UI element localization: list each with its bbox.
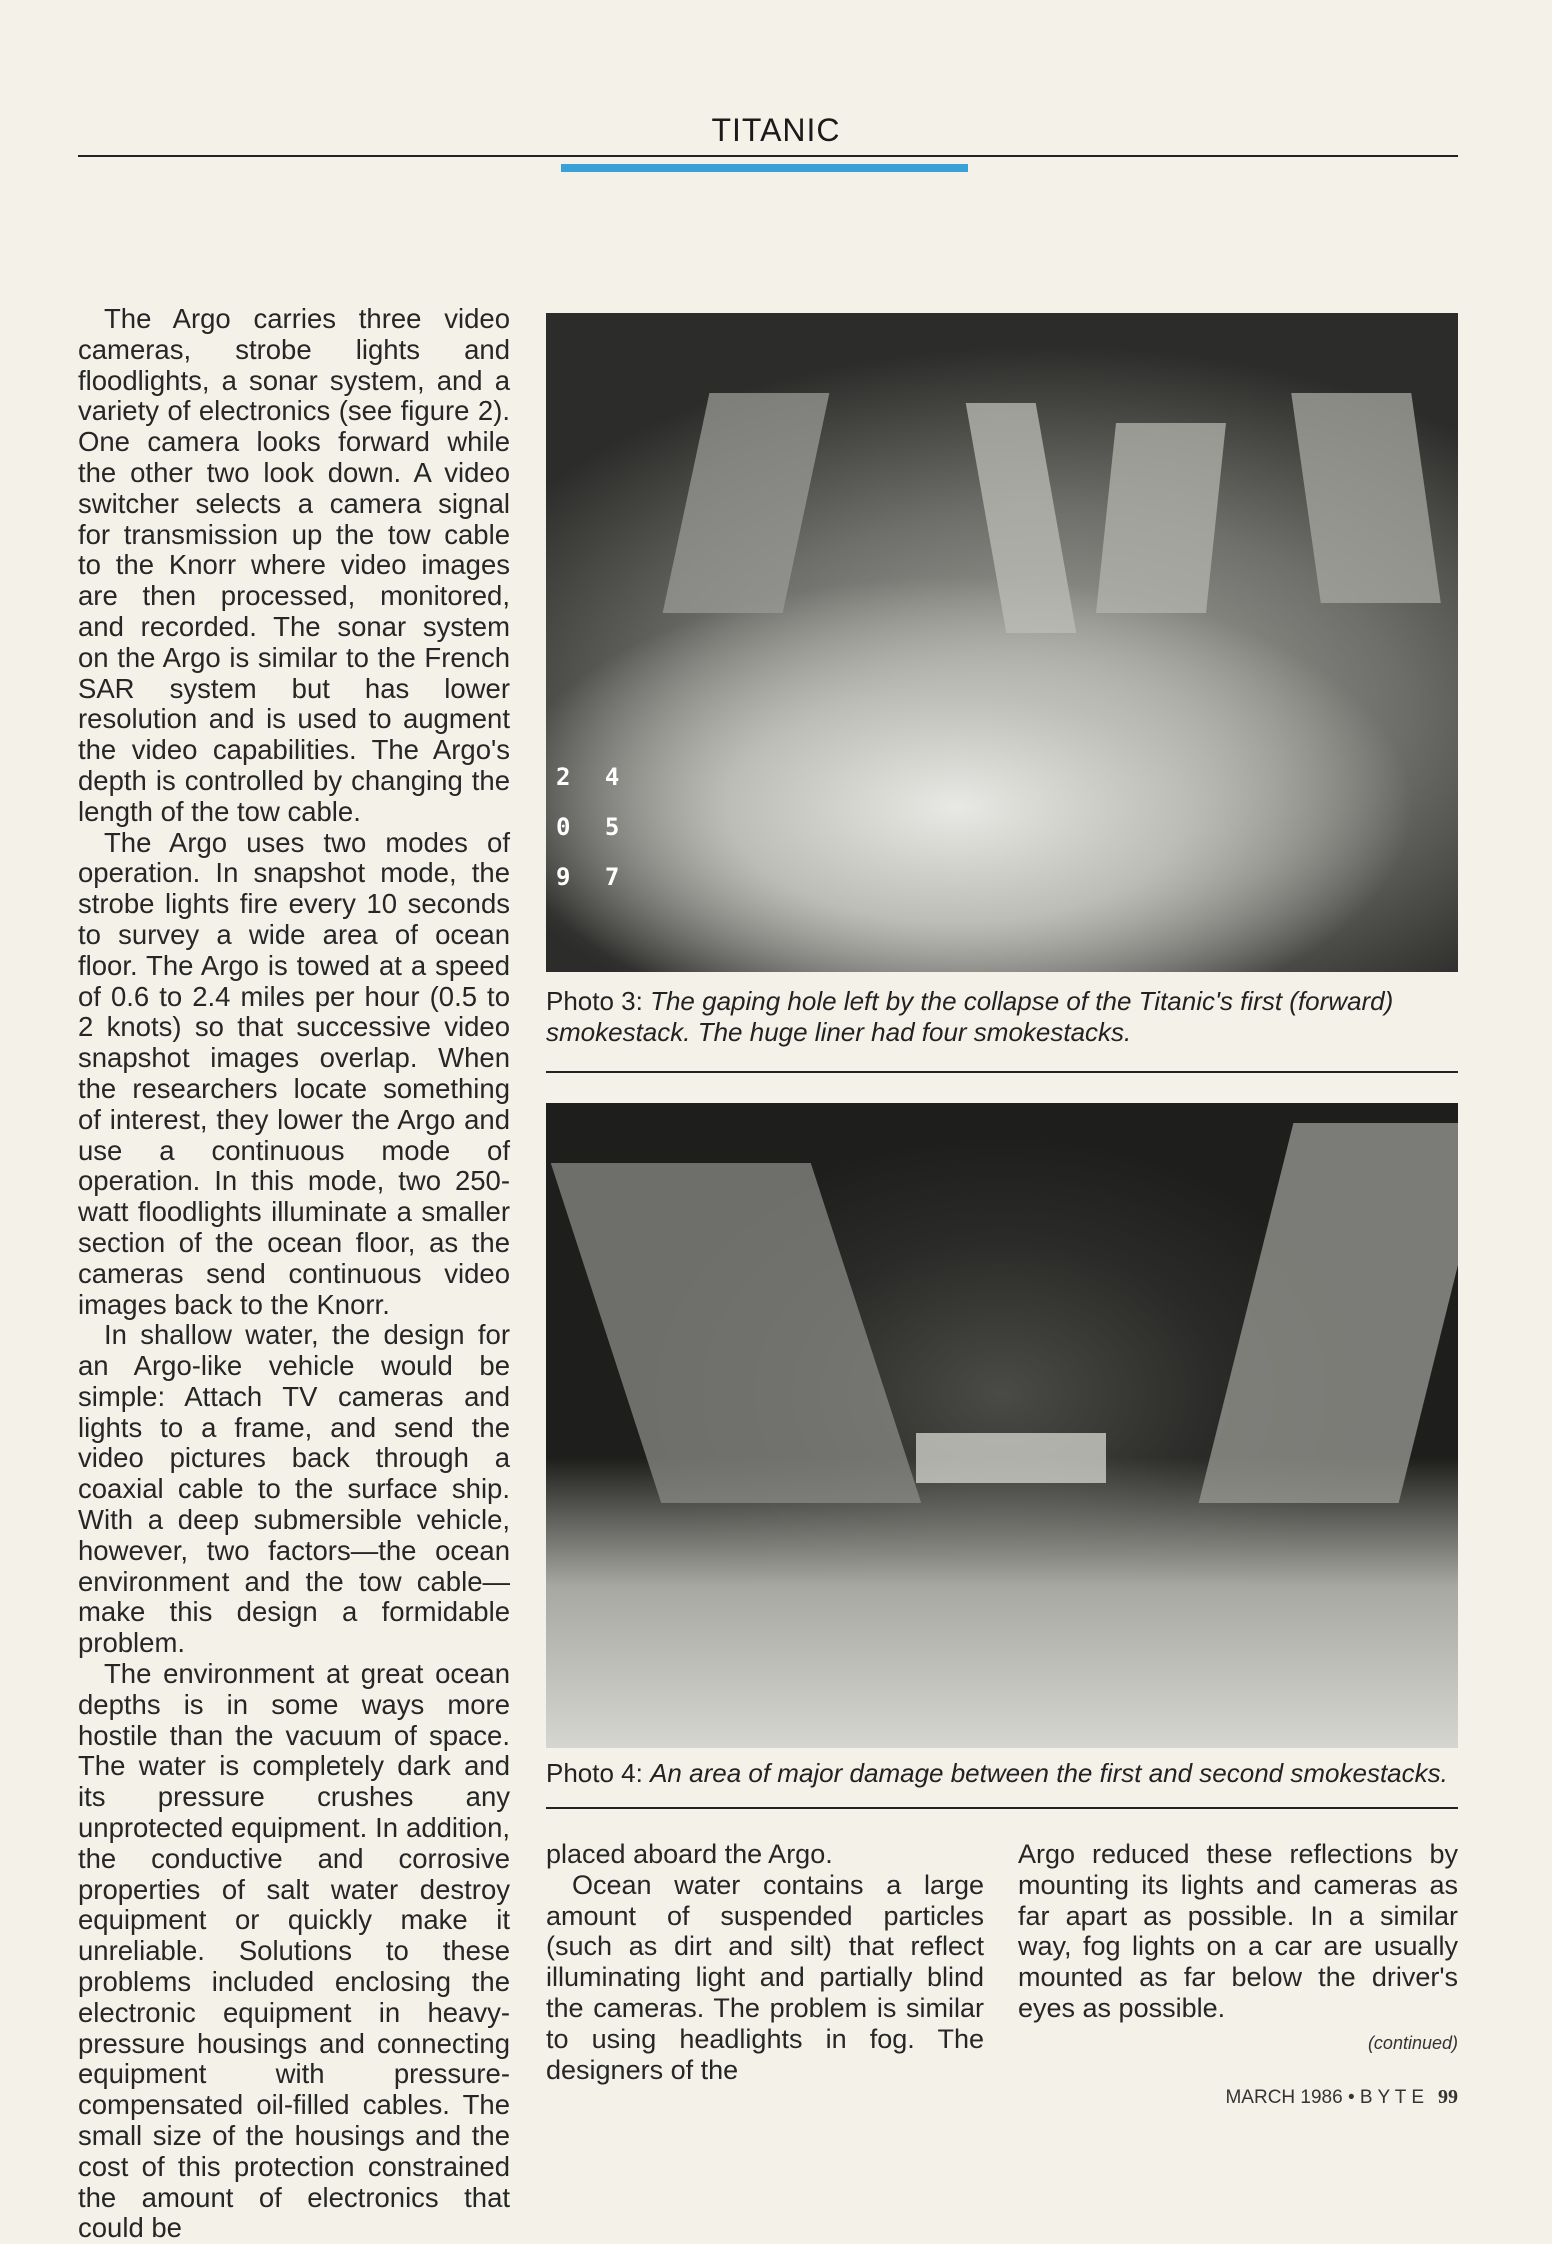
page-number: 99 <box>1438 2086 1458 2108</box>
photo-4-damage-area <box>546 1103 1458 1748</box>
body-column-3 <box>1018 1839 1458 2024</box>
running-header: TITANIC <box>711 112 841 148</box>
paragraph: placed aboard the Argo. <box>546 1839 833 1869</box>
paragraph: The environment at great ocean depths is in some ways more hostile than the vacuum of space. The water is completely dark and its pressure crushes any unprotected equipment. In addition, the conductive and corrosive properties of salt water destroy equipment or quickly make it unreliable. Solutions to these problems included enclosing the electronic equipment in heavy-pressure housings and connecting equipment with pressure-compensated oil-filled cables. The small size of the housings and the cost of this protection constrained the amount of electronics that could be <box>78 1658 510 2244</box>
paragraph: The Argo carries three video cameras, strobe lights and floodlights, a sonar system, and a variety of electronics (see figure 2). One camera looks forward while the other two look down. A video switcher selects a camera signal for transmission up the tow cable to the Knorr where video images are then processed, monitored, and recorded. The sonar system on the Argo is similar to the French SAR system but has lower resolution and is used to augment the video capabilities. The Argo's depth is controlled by changing the length of the tow cable. <box>78 303 510 827</box>
caption-rule <box>546 1807 1458 1809</box>
body-column-2 <box>546 1839 984 2085</box>
continued-note: (continued) <box>1367 2033 1458 2053</box>
accent-bar <box>561 164 968 172</box>
issue-label: MARCH 1986 • B Y T E <box>1225 2087 1424 2108</box>
caption-rule <box>546 1071 1458 1073</box>
page-footer <box>1100 2086 1458 2109</box>
paragraph: The Argo uses two modes of operation. In snapshot mode, the strobe lights fire every 10 seconds to survey a wide area of ocean floor. The Argo is towed at a speed of 0.6 to 2.4 miles per hour (0.5 to 2 knots) so that successive video snapshot images overlap. When the researchers locate something of interest, they lower the Argo and use a continuous mode of operation. In this mode, two 250-watt floodlights illuminate a smaller section of the ocean floor, as the cameras send continuous video images back to the Knorr. <box>78 826 510 1320</box>
paragraph: Ocean water contains a large amount of suspended particles (such as dirt and silt) that reflect illuminating light and partially blind the cameras. The problem is similar to using headlights in fog. The designers of the <box>546 1869 984 2085</box>
photo-4-caption: Photo 4: An area of major damage between the first and second smokestacks. <box>546 1758 1448 1788</box>
video-overlay-digits: 0 5 <box>556 813 630 841</box>
paragraph: Argo reduced these reflections by mounting its lights and cameras as far apart as possible. In a similar way, fog lights on a car are usually mounted as far below the driver's eyes as possible. <box>1018 1839 1458 2023</box>
video-overlay-digits: 9 7 <box>556 863 630 891</box>
photo-3-smokestack-hole <box>546 313 1458 972</box>
photo-3-caption: Photo 3: The gaping hole left by the collapse of the Titanic's first (forward) smokestack. The huge liner had four smokestacks. <box>546 986 1394 1047</box>
paragraph: In shallow water, the design for an Argo-like vehicle would be simple: Attach TV cameras and lights to a frame, and send the video pictures back through a coaxial cable to the surface ship. With a deep submersible vehicle, however, two factors—the ocean environment and the tow cable—make this design a formidable problem. <box>78 1319 510 1659</box>
body-column-1 <box>78 304 510 2244</box>
video-overlay-digits: 2 4 <box>556 763 630 791</box>
header-rule <box>78 155 1458 157</box>
